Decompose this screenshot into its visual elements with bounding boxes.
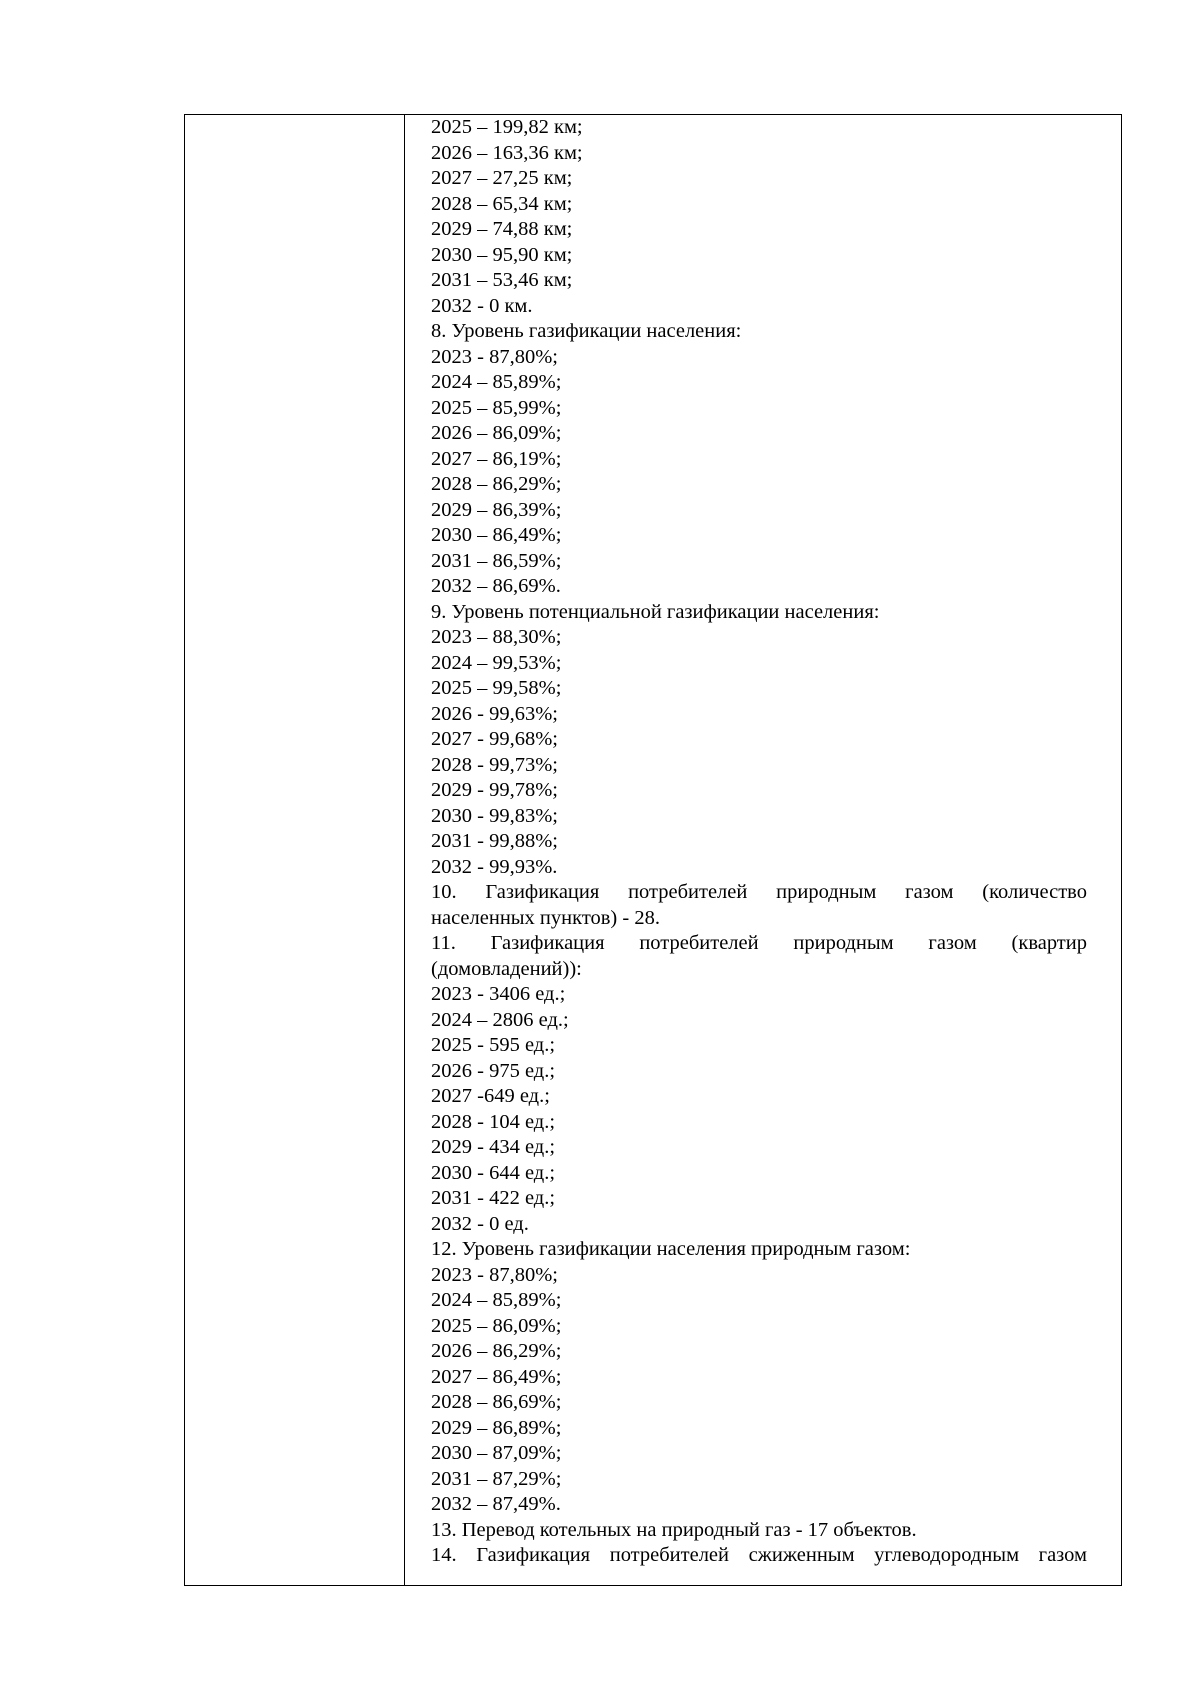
text-line: 12. Уровень газификации населения природным газом:	[431, 1238, 911, 1260]
text-line: 2027 -649 ед.;	[431, 1085, 550, 1107]
text-line: 13. Перевод котельных на природный газ - 17 объектов.	[431, 1518, 917, 1541]
text-line: 2030 – 86,49%;	[431, 524, 562, 546]
text-line: 2025 – 199,82 км;	[431, 116, 583, 138]
text-line: 2023 - 87,80%;	[431, 1263, 558, 1286]
text-line: 2026 - 975 ед.;	[431, 1059, 556, 1082]
word: потребителей	[628, 881, 748, 903]
text-line: 2031 – 87,29%;	[431, 1467, 562, 1490]
text-line: 2023 - 87,80%;	[431, 345, 558, 368]
text-line: 2027 – 86,49%;	[431, 1365, 562, 1388]
word: природным	[793, 932, 894, 954]
text-line: 2024 – 85,89%;	[431, 1289, 562, 1311]
word: (количество	[982, 881, 1087, 903]
text-line: 2032 - 0 км.	[431, 294, 533, 317]
text-line: 2030 - 99,83%;	[431, 804, 558, 827]
text-line: 2023 - 3406 ед.;	[431, 983, 566, 1005]
word: газом	[905, 881, 954, 903]
text-line: 2032 - 99,93%.	[431, 855, 558, 878]
text-line: 2032 – 86,69%.	[431, 575, 561, 597]
item-14-line-1	[431, 1543, 1087, 1569]
document-table	[184, 114, 1122, 1586]
word: Газификация	[490, 932, 605, 954]
text-line: 2025 – 86,09%;	[431, 1314, 562, 1337]
text-line: 2031 – 86,59%;	[431, 549, 562, 572]
text-line: 2030 – 87,09%;	[431, 1442, 562, 1464]
text-line: 2027 – 86,19%;	[431, 447, 562, 470]
text-line: 2032 - 0 ед.	[431, 1212, 529, 1235]
text-line: 2030 – 95,90 км;	[431, 243, 573, 266]
text-line: 2025 - 595 ед.;	[431, 1034, 556, 1056]
text-line: 2028 – 86,69%;	[431, 1391, 562, 1413]
word: потребителей	[639, 932, 759, 954]
text-line: 2029 - 434 ед.;	[431, 1136, 556, 1158]
text-line: 8. Уровень газификации населения:	[431, 320, 742, 342]
text-line: 2030 - 644 ед.;	[431, 1161, 556, 1184]
word: природным	[776, 881, 877, 903]
text-line: 2024 – 2806 ед.;	[431, 1008, 569, 1031]
table-left-cell	[185, 115, 404, 1585]
item-11-line-2: (домовладений)):	[431, 957, 582, 980]
text-line: 2025 – 99,58%;	[431, 677, 562, 699]
text-block-a	[431, 115, 1087, 880]
word: углеводородным	[874, 1544, 1020, 1566]
word: Газификация	[476, 1544, 591, 1566]
column-divider	[404, 115, 405, 1585]
word: 14.	[431, 1544, 457, 1566]
text-block-b	[431, 982, 1087, 1543]
text-line: 2024 – 85,89%;	[431, 371, 562, 393]
text-line: 2031 - 99,88%;	[431, 830, 558, 852]
text-line: 2023 – 88,30%;	[431, 626, 562, 648]
text-line: 2026 - 99,63%;	[431, 702, 558, 725]
text-line: 2027 – 27,25 км;	[431, 167, 573, 189]
word: 11.	[431, 932, 456, 954]
text-line: 2029 – 86,89%;	[431, 1416, 562, 1439]
text-line: 2028 – 86,29%;	[431, 473, 562, 495]
word: газом	[928, 932, 977, 954]
text-line: 2026 – 86,09%;	[431, 422, 562, 444]
text-line: 2028 - 104 ед.;	[431, 1110, 556, 1133]
table-right-cell	[431, 115, 1087, 1569]
text-line: 2024 – 99,53%;	[431, 651, 562, 674]
text-line: 2028 - 99,73%;	[431, 753, 558, 776]
text-line: 2027 - 99,68%;	[431, 728, 558, 750]
item-10-line-2: населенных пунктов) - 28.	[431, 906, 660, 929]
text-line: 2028 – 65,34 км;	[431, 192, 573, 215]
item-11-line-1	[431, 931, 1087, 957]
text-line: 2029 - 99,78%;	[431, 779, 558, 801]
text-line: 2029 – 86,39%;	[431, 498, 562, 521]
word: Газификация	[485, 881, 600, 903]
text-line: 2026 – 163,36 км;	[431, 141, 583, 164]
word: потребителей	[609, 1544, 730, 1566]
word: 10.	[431, 881, 457, 903]
text-line: 2025 – 85,99%;	[431, 396, 562, 419]
text-line: 2031 - 422 ед.;	[431, 1187, 556, 1209]
text-line: 2032 – 87,49%.	[431, 1493, 561, 1515]
text-line: 2031 – 53,46 км;	[431, 269, 573, 291]
word: сжиженным	[748, 1544, 855, 1566]
text-line: 9. Уровень потенциальной газификации населения:	[431, 600, 880, 623]
text-line: 2029 – 74,88 км;	[431, 218, 573, 240]
word: (квартир	[1011, 932, 1087, 954]
text-line: 2026 – 86,29%;	[431, 1340, 562, 1362]
item-10-line-1	[431, 880, 1087, 906]
word: газом	[1038, 1544, 1087, 1566]
